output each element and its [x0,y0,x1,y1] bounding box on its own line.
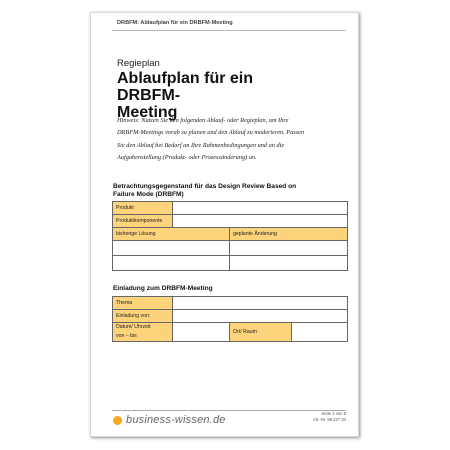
hint-paragraph [117,115,313,165]
business-wissen-logo [113,414,226,426]
bisherige-loesung-cell[interactable] [113,256,230,271]
hint-line: Aufgabenstellung (Produkt- oder Prozessänderung) an. [117,154,257,162]
hint-line: DRBFM-Meetings vorab zu planen und den Ablauf zu moderieren. Passen [117,129,305,137]
table-row [113,256,348,271]
title-line-2: Meeting [117,104,178,121]
betrachtungsgegenstand-table [112,201,348,271]
ort-raum-label: Ort/ Raum [230,323,292,342]
document-title [117,70,317,121]
article-number: Art.-Nr. 99.227.34 [312,417,346,422]
datum-uhrzeit-field[interactable] [173,323,230,342]
hint-line: Sie den Ablauf bei Bedarf an Ihre Rahmenbedingungen und an die [117,141,285,149]
running-header: DRBFM: Ablaufplan für ein DRBFM-Meeting [117,20,233,26]
table-row [113,297,348,310]
section-title-betrachtungsgegenstand: Betrachtungsgegenstand für das Design Review Based on Failure Mode (DRBFM) [113,183,297,198]
ort-raum-field[interactable] [292,323,348,342]
einladung-von-label: Einladung von: [113,310,173,323]
title-line-1: Ablaufplan für ein DRBFM- [117,70,253,104]
datum-label-line: Datum/ Uhrzeit [116,324,151,330]
table-row [113,228,348,241]
geplante-aenderung-cell[interactable] [230,256,348,271]
datum-label-line: von – bis [116,333,137,339]
footer-divider [112,410,346,411]
table-row [113,241,348,256]
bisherige-loesung-cell[interactable] [113,241,230,256]
produktkomponente-field[interactable] [173,215,348,228]
table-row [113,202,348,215]
thema-label: Thema [113,297,173,310]
geplante-aenderung-cell[interactable] [230,241,348,256]
bisherige-loesung-header: bisherige Lösung [113,228,230,241]
produktkomponente-label: Produktkomponente [113,215,173,228]
table-row [113,215,348,228]
logo-text: business-wissen.de [126,414,226,426]
thema-field[interactable] [173,297,348,310]
einladung-table [112,296,348,342]
section-title-einladung: Einladung zum DRBFM-Meeting [113,285,213,292]
datum-uhrzeit-label [113,323,173,342]
hint-line: Hinweis: Nutzen Sie den folgenden Ablauf- oder Regieplan, um Ihre [117,117,289,124]
logo-dot-icon [113,416,122,425]
geplante-aenderung-header: geplante Änderung [230,228,348,241]
einladung-von-field[interactable] [173,310,348,323]
document-kicker: Regieplan [117,58,160,69]
page-info [313,411,346,423]
produkt-field[interactable] [173,202,348,215]
table-row [113,323,348,342]
header-divider [112,30,346,31]
page-number: Seite 1 von 8 [321,411,346,416]
produkt-label: Produkt [113,202,173,215]
table-row [113,310,348,323]
